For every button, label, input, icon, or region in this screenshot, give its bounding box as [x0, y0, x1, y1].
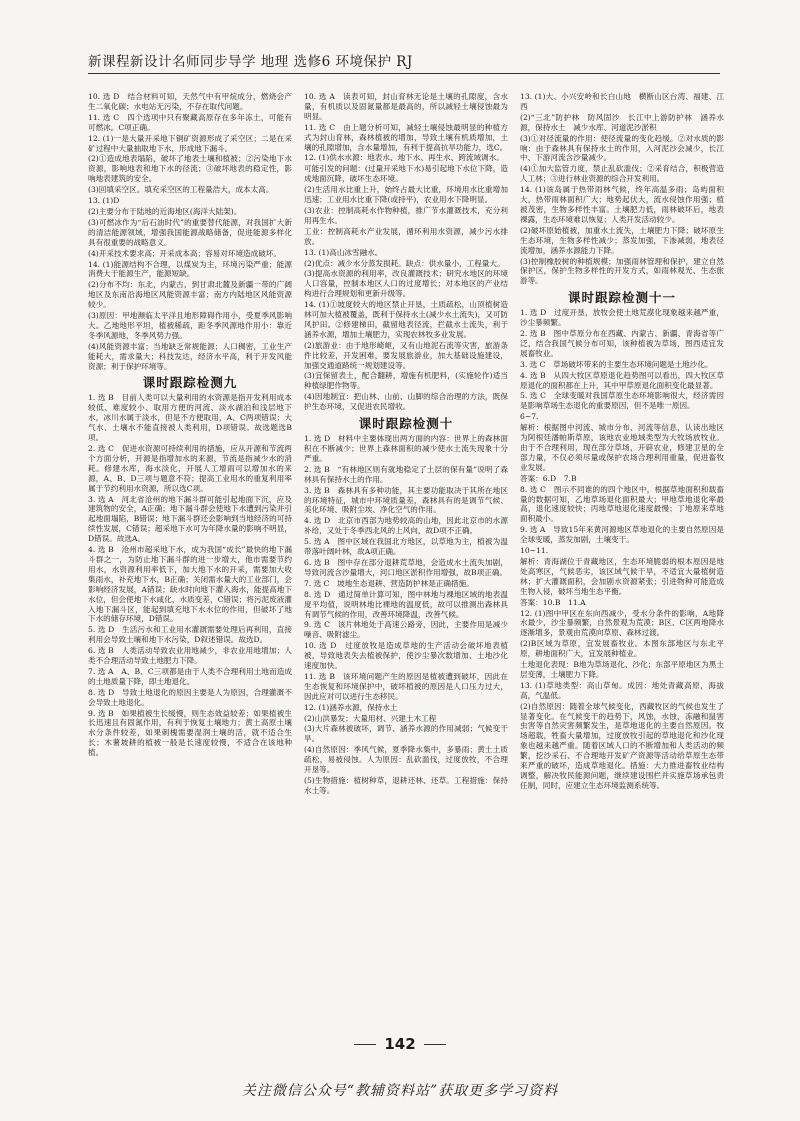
answer-paragraph: (3)提高水资源的利用率，改良灌溉技术；研究水地区的环境人口容量，控制本地区人口的过度增长；对本地区的产业结构进行合理规划和更新升级等。: [304, 269, 508, 299]
answer-paragraph: 3. 选 A 河北省沧州的地下漏斗群可能引起地面下沉，应及建筑物的安全，A正确；地下漏斗群会使地下水遭到污染并引起地面塌陷，B错误；地下漏斗群还会影响到当地经济的可持续性发展，C错误；超采地下水可为年降水量的影响不明显，D错误。故选A。: [88, 494, 292, 544]
answer-paragraph: (4)①加大监管力度，禁止乱砍滥伐；②采育结合，积极营造人工林；③进行林业资源的综合开发利用。: [520, 164, 724, 184]
answer-paragraph: 答案：6.D 7.B: [520, 473, 577, 483]
answer-paragraph: (3)原因：甲地濒临太平洋且地形障碍作用小，受夏季风影响大。乙地地形平坦，植被稀疏，距冬季风源地作用小：靠近冬季风源地，冬季风势力强。: [88, 311, 292, 340]
answer-paragraph: 9. 选 A 导致15年来黄河源地区草地退化的主要自然原因是全球变暖，蒸发加剧，土壤变干。: [520, 525, 724, 545]
answer-paragraph: (2)B区域为草原，宜发展畜牧业。本图东部地区与东北平原，耕地面积广大，宜发展种植业。: [520, 639, 724, 659]
answer-paragraph: 答案：10.B 11.A: [520, 597, 586, 607]
answer-paragraph: 4. 选 D 北京市西部为地势较高的山地，因此北京市的水源补给，又处于冬季西北风的上风向，故D项不正确。: [304, 516, 508, 536]
answer-paragraph: 4. 选 B 从四大牧区草原退化趋势图可以看出，四大牧区草原退化的面积都在上升，其中甲草原退化面积变化最显著。: [520, 370, 724, 390]
answer-paragraph: 3. 选 C 草场破坏带来的主要生态环境问题是土地沙化。: [520, 359, 713, 369]
page-number: [0, 1035, 800, 1053]
answer-paragraph: 1. 选 D 材料中主要体现出两方面的内容：世界上的森林面积在不断减少；世界上森林面积的减少使水土流失现象十分严重。: [304, 434, 508, 463]
answer-paragraph: (3)回填采空区。填充采空区的工程量浩大，成本太高。: [88, 185, 274, 195]
section-heading: 课时跟踪检测九: [142, 375, 238, 391]
answer-paragraph: 10. 选 D 结合材料可知，天然气中有甲烷成分，燃烧会产生二氧化碳；水电站无污染，不存在取代问题。: [88, 92, 292, 111]
answer-paragraph: 13. (1)大、小兴安岭和长白山地 横断山区台湾、福建、江西: [520, 92, 724, 111]
answer-paragraph: 14. (1)该岛属于热带雨林气候，终年高温多雨；岛屿面积大，热带雨林面积广大；地势起伏大，流水侵蚀作用强；植被茂密，生物多样性丰富。土壤肥力低，雨林破坏后，地表裸露，生态环境难以恢复；人类开发活动较少。: [520, 185, 724, 224]
answer-paragraph: 5. 选 D 生活污水和工业用水灌溉需要处理后再利用，直接利用会导致土壤和地下水污染，D叙述错误。故选D。: [88, 625, 292, 645]
answer-paragraph: 12. (1)涵养水源，保持水土: [304, 702, 398, 712]
answer-paragraph: 2. 选 C 促进水资源可持续利用的措施，应从开源和节流两个方面分析，开源是指增加水的来源，节流是指减少水的消耗。修建水库，海水淡化，开展人工增雨可以增加水的来源，A、B、D三项与题意不符；提高工业用水的重复利用率属于节约利用水资源，所以选C项。: [88, 444, 292, 493]
answer-paragraph: (2)自然原因：随着全球气候变化，西藏牧区的气候也发生了显著变化。在气候变干的趋势下，风蚀，水蚀，冻融和鼠害虫害等自然灾害频繁发生，是草地退化的主要自然原因。牧场超载，牲畜大量增加，过度放牧引起的草地退化和沙化现象也越来越严重。随着区域人口的不断增加和人类活动的频繁，挖沙采石、不合理地开发矿产资源等活动给草原生态带来严重的破坏，造成草地退化。措施：大力推进畜牧业结构调整，解决牧民能源问题，继续建设围栏并实施草场承包责任制，同时，应建立生态环境监测系统等。: [520, 701, 724, 790]
answer-paragraph: (2)旅游业：由于地形崎岖，又有山地泥石流等灾害，旅游条件比较差，开发困难，要发展旅游业，加大基础设施建设，加强交通道路统一规划建设等。: [304, 340, 508, 370]
answer-paragraph: (3)农业：控制高耗水作物种植，推广节水灌溉技术，充分利用再生水。: [304, 205, 508, 225]
running-header: 新课程新设计名师同步导学 地理 选修6 环境保护 RJ: [88, 50, 720, 74]
column-middle: [304, 92, 508, 1032]
answer-paragraph: 土地退化表现：B地为草场退化、沙化；东部平原地区为黑土层变薄，土壤肥力下降。: [520, 660, 724, 679]
answer-paragraph: 10. 选 D 过度放牧是造成草地的生产活动会破坏地表植被，导致地表失去植被保护，使沙尘暴次数增加、土地沙化速度加快。: [304, 641, 508, 671]
answer-paragraph: (2)“三北”防护林 防风固沙 长江中上游防护林 涵养水源，保持水土 减少水库、河道泥沙淤积: [520, 112, 724, 132]
answer-paragraph: 11. 选 C 由上题分析可知，减轻土壤侵蚀最明显的种植方式为封山育林，森林植被的增加，导致土壤有机质增加，土壤的孔隙增加，含水量增加，有利于提高抗旱功能力，选C。: [304, 122, 508, 152]
answer-paragraph: 10~11.: [520, 546, 549, 556]
answer-paragraph: (2)主要分布于陆地的近海地区(海洋大陆架)。: [88, 206, 242, 216]
page-number-rule-left: [354, 1044, 376, 1045]
answer-paragraph: (2)①造成地表塌陷，破坏了地表土壤和植被；②污染地下水资源，影响地表和地下水的径流；③破坏地表的稳定性，影响地表建筑的安全。: [88, 154, 292, 184]
answer-paragraph: 13. (1)D: [88, 196, 120, 206]
answer-paragraph: 12. (1)图中甲区在东向西减少，受水分条件的影响，A地降水最少，沙尘暴频繁，自然景观为荒漠；B区、C区两地降水逐渐增多，景观由荒漠向草原、森林过渡。: [520, 608, 724, 638]
answer-paragraph: 9. 选 B 如果植被生长缓慢，则生态效益较差；如果植被生长迅速且有固氮作用，有利于恢复土壤地力；黄土高原土壤水分条件较差，如果刺槐需要湿润土壤的活，就不适合生长；木薯坡耕的植被一般是长速度较慢，不适合在该地种植。: [88, 708, 292, 758]
answer-paragraph: 6~7.: [520, 412, 539, 422]
section-heading: 课时跟踪检测十一: [567, 290, 676, 306]
answer-paragraph: 解析：青海湖位于青藏地区，生态环境脆弱的根本原因是地处高寒区，气候恶劣，该区域气候干旱，不适宜大量植树造林；扩大灌溉面积，会加剧水资源紧张；引进物种可能造成生物入侵，破坏当地生态平衡。: [520, 556, 724, 596]
answer-paragraph: (2)分布不均：东北，内蒙古，到甘肃北麓及新疆一带的广阔地区及东南沿海地区风能资源丰富；南方内陆地区风能资源较少。: [88, 280, 292, 310]
answer-paragraph: 9. 选 C 该片林地处于高速公路旁，因此，主要作用是减少噪音、吸附滤尘。: [304, 620, 508, 640]
answer-paragraph: 1. 选 D 过度开垦，放牧会使土地荒漠化现象越来越严重，沙尘暴频繁。: [520, 308, 724, 328]
page-number-value: 142: [384, 1035, 416, 1053]
answer-paragraph: 4. 选 B 沧州市超采地下水，成为我国“成长”最快的地下漏斗群之一，为防止地下漏斗群的进一步增大，他市需要节约用水，水资源利用率低下，加大地下水的开采，需要加大收集雨水，补充地下水，B正确；关闭需水量大的工业部门，会影响经济发展，A错误；缺水时向地下灌入海水，能提高地下水位，但会使地下水咸化，水质变差，C错误；将污泥废液灌入地下漏斗区，能起到填充地下水水位的作用，但破坏了地下水的储存环境，D错误。: [88, 545, 292, 624]
answer-paragraph: 14. (1)①坡度较大的地区禁止开垦，土质疏松，山顶植树造林可加大植被覆盖，既利于保持水土(减少水土流失)，又可防风护田。②修建梯田，截留地表径流，拦截水土流失，利于涵养水源，增加土壤肥力，实现农林牧多业发展。: [304, 300, 508, 339]
answer-paragraph: 8. 选 D 导致土地退化的原因主要是人为原因，合理灌溉不会导致土地退化。: [88, 687, 292, 707]
answer-paragraph: (4)开采技术要求高；开采成本高；容易对环境造成破坏。: [88, 248, 282, 258]
answer-paragraph: 6. 选 B 图中存在部分退耕荒草地，会造成水土流失加剧，导致河流含沙量增大，河口地区淤积作用增强，故B项正确。: [304, 557, 508, 577]
answer-paragraph: (2)山洪暴发；大量用材、兴建土木工程: [304, 713, 437, 723]
answer-paragraph: 8. 选 D 通过简单计算可知，图中林地与裸地区域的地表温度平均值，说明林地比裸地的温度低，故可以推测出森林具有调节气候的作用，改善环境降温，改善气候。: [304, 589, 508, 619]
answer-paragraph: 工业：控制高耗水产业发展，循环利用水资源，减少污水排放。: [304, 226, 508, 246]
answer-paragraph: 11. 选 C 四个选项中只有聚藏高原存在多年冻土，可能有可燃冰。C项正确。: [88, 112, 292, 132]
answer-paragraph: 10. 选 A 读表可知，封山育林无论是土壤的孔隙度，含水量，有机质以及固氮量都是最高的，所以减轻土壤侵蚀最为明显。: [304, 92, 508, 121]
answer-paragraph: (3)大片森林被破坏，调节、涵养水源的作用减弱；气候变干旱。: [304, 724, 508, 744]
answer-paragraph: 12. (1)一是大量开采地下铜矿资源形成了采空区；二是在采矿过程中大量抽取地下水，形成地下漏斗。: [88, 133, 292, 153]
answer-paragraph: (4)因地制宜：把山林、山前、山脚的综合治理的方法，既保护生态环境，又促进农民增收。: [304, 392, 508, 412]
section-heading: 课时跟踪检测十: [358, 416, 454, 432]
answer-paragraph: (4)风能资源丰富；当地缺乏常规能源；人口稠密，工业生产能耗大，需求量大；科技发达，经济水平高，利于开发风能资源；利于保护环境等。: [88, 341, 292, 371]
answer-paragraph: 5. 选 C 全球变暖对我国草原生态环境影响很大，经济需因是影响草场生态退化的重要原因，但不是唯一原因。: [520, 391, 724, 411]
column-right: [520, 92, 724, 1032]
answer-paragraph: (3)宜保留表土，配合翻耕，增施有机肥料，(实施轮作)适当种植绿肥作物等。: [304, 371, 508, 391]
answer-paragraph: 12. (1)供水水源：地表水、地下水、再生水、跨流域调水。: [304, 153, 504, 163]
column-left: [88, 92, 292, 1032]
answer-paragraph: (2)优点：减少水分蒸发损耗。缺点：供水量小，工程量大。: [304, 258, 505, 268]
page-number-rule-right: [424, 1044, 446, 1045]
answer-paragraph: 7. 选 C 坡地生态退耕、营造防护林是正确措施。: [304, 578, 474, 588]
answer-paragraph: 可能引发的问题：(过量开采地下水)易引起地下水位下降，造成地面沉降，破坏生态环境。: [304, 164, 508, 184]
answer-paragraph: (2)生活用水比重上升，始终占最大比重，环境用水比重增加迅速；工业用水比重下降(或持平)，农业用水下降明显。: [304, 185, 508, 205]
answer-paragraph: 7. 选 A A、B、C三项都是由于人类不合理利用土地而造成的土地质量下降，即土地退化。: [88, 666, 292, 686]
answer-paragraph: (3)控制橡胶树的种植规模；加强雨林管理和保护，建立自然保护区，保护生物多样性的开发方式，如雨林观光、生态旅游等。: [520, 256, 724, 286]
answer-columns: [88, 92, 724, 1032]
answer-paragraph: 1. 选 B 目前人类可以大量利用的水资源是指开发利用成本较低、难度较小、取用方便的河流、淡水湖泊和浅层地下水，冰川水属于淡水，但是不方便取用，A、C两项错误；大气水、土壤水不能直接被人类利用，D项错误。故选题选B项。: [88, 393, 292, 443]
answer-paragraph: 13. (1)草地类型：高山草甸。成因：地处青藏高原，海拔高，气温低。: [520, 680, 724, 700]
answer-paragraph: (4)自然原因：季风气候，夏季降水集中，多暴雨；黄土土质疏松，易被侵蚀。人为原因：乱砍滥伐，过度放牧，不合理开垦等。: [304, 745, 508, 775]
answer-paragraph: 解析：根据图中河流、城市分布、河流等信息，认读出地区为阿根廷潘帕斯草原，该地农业地域类型为大牧场放牧业。由于不合理利用，现在部分草场，开辟农业，修建卫星的全部力量，不仅必须尽量或保护农场合理利用重量，促进畜牧业发展。: [520, 423, 724, 472]
answer-paragraph: 14. (1)能源结构不合理，以煤炭为主，环境污染严重；能源消费大于能源生产，能源短缺。: [88, 259, 292, 279]
answer-paragraph: 11. 选 B 该环境问题产生的原因是植被遭到破坏，因此在生态恢复和环境保护中，破坏植被的原因是人口压力过大，因此应对可以进行生态移民。: [304, 671, 508, 701]
answer-paragraph: 6. 选 B 人类活动导致农业用地减少，非农业用地增加；人类不合理活动导致土地肥力下降。: [88, 646, 292, 666]
answer-paragraph: (3)①对径流量的作用：使径流量的变化趋缓。②对水质的影响：由于森林具有保持水土的作用，入河泥沙会减少，长江中、下游河流含沙量减少。: [520, 133, 724, 163]
answer-paragraph: 2. 选 B 图中草原分布在西藏、内蒙古、新疆、青海省等广泛，结合我国气候分布可知，该种植被为草场，图西适宜发展畜牧业。: [520, 329, 724, 358]
answer-paragraph: (5)生物措施：植树种草，退耕还林、还草。工程措施：保持水土等。: [304, 776, 508, 795]
answer-paragraph: 3. 选 B 森林具有多种功能，其主要功能取决于其所在地区的环境特征，城市中环境质量差，森林具有的是调节气候、美化环境、吸附尘埃、净化空气的作用。: [304, 485, 508, 515]
answer-paragraph: 13. (1)高山冰雪融水。: [304, 247, 383, 257]
footer-note: 关注微信公众号“教辅资料站”获取更多学习资料: [241, 1083, 559, 1099]
answer-paragraph: (2)破坏原始植被，加重水土流失，土壤肥力下降；破坏原生生态环境，生物多样性减少；蒸发加强，下渗减弱，地表径流增加，涵养水源能力下降。: [520, 225, 724, 255]
answer-paragraph: (3)可燃冰作为“后石油时代”的重要替代能源，对我国扩大新的清洁能源领域，增强我国能源战略储备，促进能源多样化具有很重要的战略意义。: [88, 217, 292, 247]
answer-paragraph: 2. 选 B “有林地区则有就地稳定了土层的保有量”说明了森林具有保持水土的作用。: [304, 464, 508, 484]
answer-paragraph: 8. 选 C 图示不同谁的的四个地区中，根据草地面积和载畜量的数据可知，乙地草场退化面积最大；甲地草地退化率最高，退化速度较快；丙地草地退化速度最慢；丁地原来草地面积最小。: [520, 484, 724, 524]
answer-paragraph: 5. 选 A 图中区域在我国北方地区，以草地为主，植被为温带落叶阔叶林，故A项正确。: [304, 537, 508, 557]
